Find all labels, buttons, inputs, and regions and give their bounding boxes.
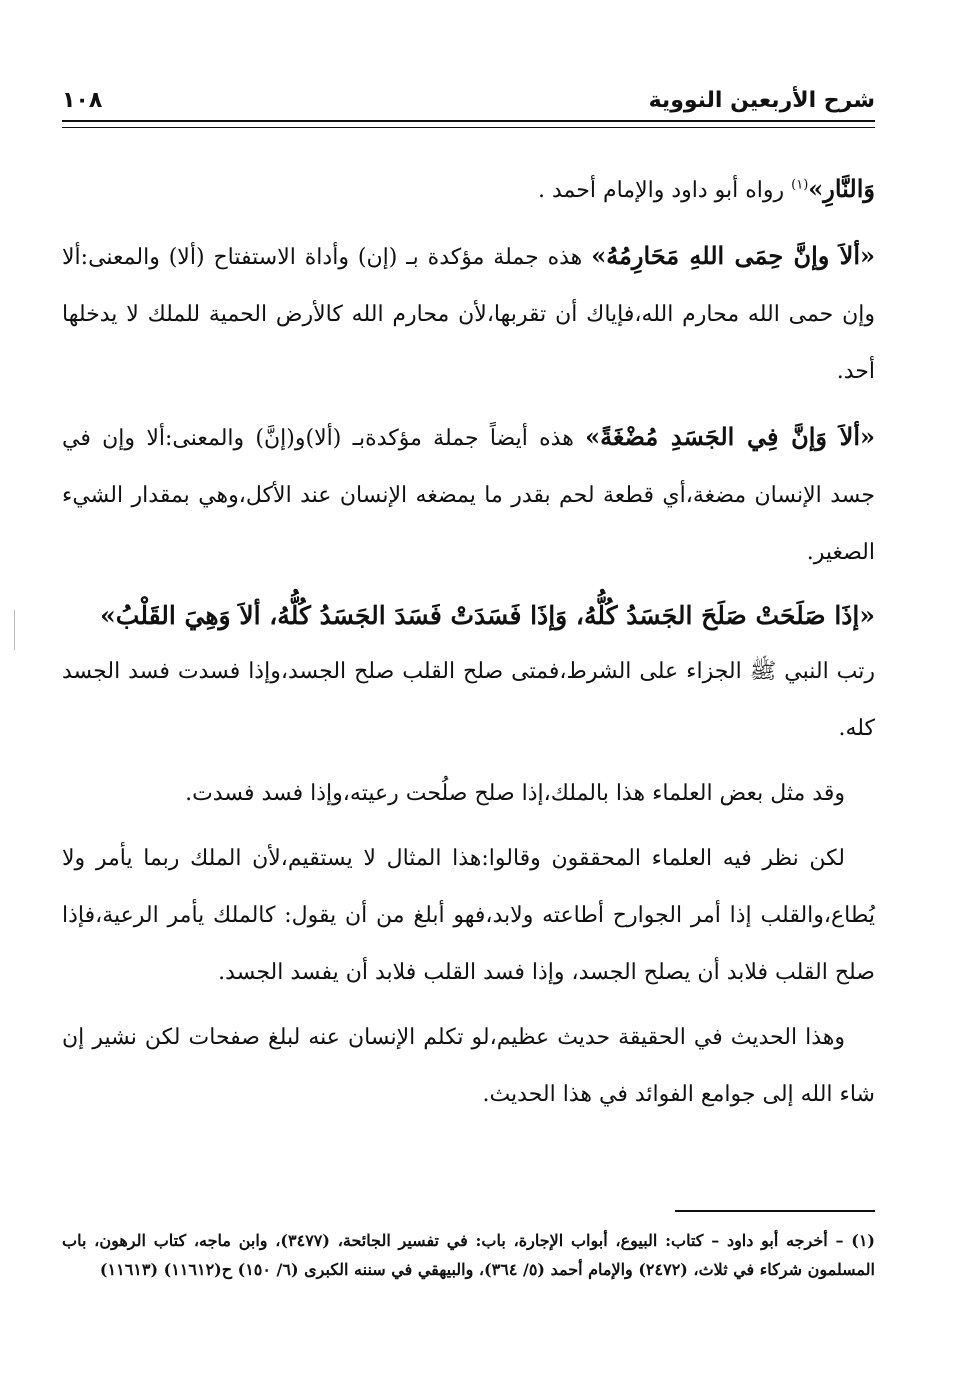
- paragraph-text: هذه جملة مؤكدة بـ (إن) وأداة الاستفتاح (ألا) والمعنى:ألا وإن حمى الله محارم الله،فإياك أن تقربها،لأن محارم الله كالأرض الحمية للملك لا يدخلها أحد.: [62, 245, 875, 384]
- page-number: ١٠٨: [62, 88, 103, 113]
- paragraph-7: لكن نظر فيه العلماء المحققون وقالوا:هذا المثال لا يستقيم،لأن الملك ربما يأمر ولا يُطاع،والقلب إذا أمر الجوارح أطاعته ولابد،فهو أبلغ من أن يقول: كالملك يأمر الرعية،فإذا صلح القلب فلابد أن يصلح الجسد، وإذا فسد القلب فلابد أن يفسد الجسد.: [62, 846, 875, 985]
- paragraph-5: رتب النبي ﷺ الجزاء على الشرط،فمتى صلح القلب صلح الجسد،وإذا فسدت فسد الجسد كله.: [62, 659, 875, 741]
- page-header: [62, 82, 875, 122]
- footnote-separator: [675, 1210, 875, 1212]
- hadith-line: «إذَا صَلَحَتْ صَلَحَ الجَسَدُ كُلُّهُ، وَإذَا فَسَدَتْ فَسَدَ الجَسَدُ كُلُّهُ، ألاَ وَهِيَ القَلْبُ»: [100, 601, 875, 630]
- page-body: [62, 160, 875, 1131]
- scan-margin-mark: [14, 610, 15, 650]
- footnote-reference[interactable]: (١): [791, 177, 809, 193]
- paragraph-text: هذه أيضاً جملة مؤكدةبـ (ألا)و(إنَّ) والمعنى:ألا وإن في جسد الإنسان مضغة،أي قطعة لحم بقدر ما يمضغه الإنسان عند الأكل،وهي بمقدار الشيء الصغير.: [62, 426, 875, 565]
- paragraph-1: [62, 160, 875, 219]
- header-rule: [62, 120, 875, 128]
- hadith-quote: «ألاَ وإنَّ حِمَى اللهِ مَحَارِمُهُ»: [591, 241, 875, 270]
- paragraph-6: وقد مثل بعض العلماء هذا بالملك،إذا صلح صلُحت رعيته،وإذا فسد فسدت.: [185, 781, 845, 806]
- paragraph-2: [62, 227, 875, 400]
- paragraph-text: رواه أبو داود والإمام أحمد .: [538, 178, 792, 203]
- hadith-quote: «ألاَ وَإنَّ فِي الجَسَدِ مُضْغَةً»: [585, 422, 875, 451]
- footnote: (١) – أخرجه أبو داود – كتاب: البيوع، أبواب الإجارة، باب: في تفسير الجائحة، (٣٤٧٧)، وابن ماجه، كتاب الرهون، باب المسلمون شركاء في ثلاث، (٢٤٧٢) والإمام أحمد (٥/ ٣٦٤)، والبيهقي في سننه الكبرى (٦/ ١٥٠) ح(١١٦١٢) (١١٦١٣): [62, 1231, 875, 1279]
- paragraph-3: [62, 408, 875, 581]
- hadith-quote: وَالنَّارِ»: [808, 174, 875, 203]
- running-title: شرح الأربعين النووية: [648, 88, 875, 113]
- paragraph-8: وهذا الحديث في الحقيقة حديث عظيم،لو تكلم الإنسان عنه لبلغ صفحات لكن نشير إن شاء الله إلى جوامع الفوائد في هذا الحديث.: [62, 1025, 875, 1107]
